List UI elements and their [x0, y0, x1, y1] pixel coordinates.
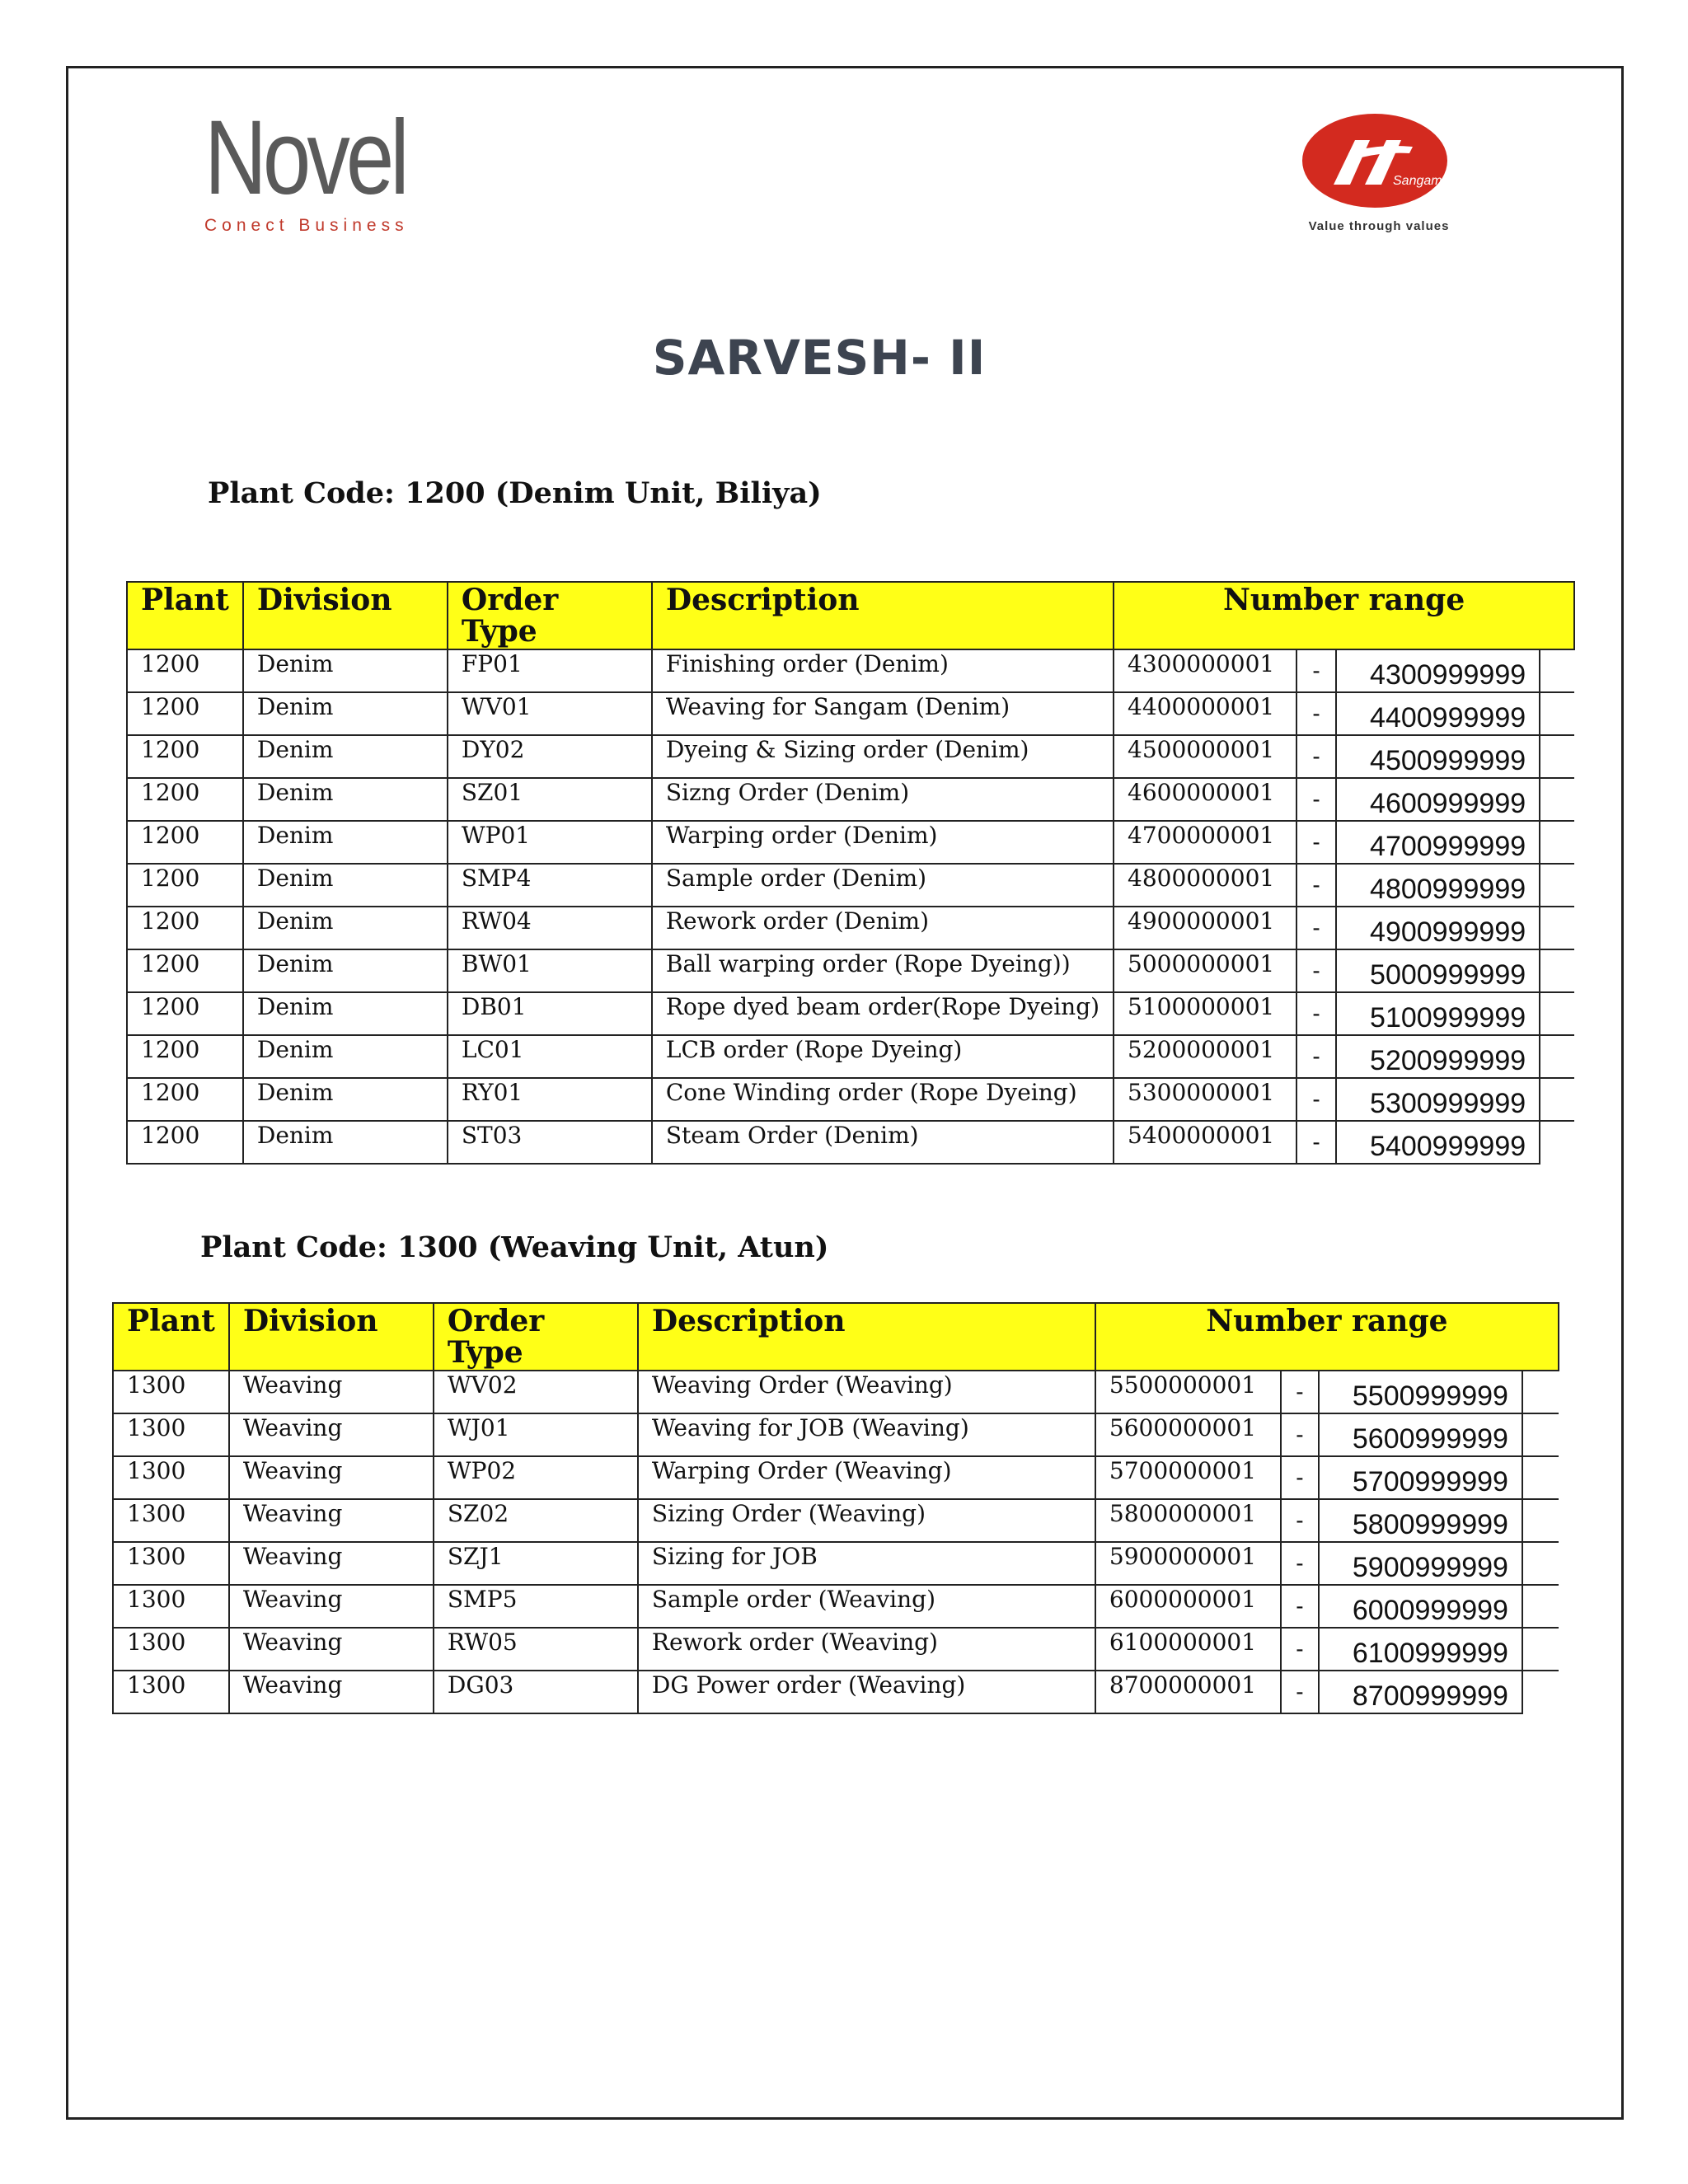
- table-header-row: [113, 1303, 1559, 1371]
- cell-range-dash: -: [1296, 907, 1336, 949]
- cell-order-type: WJ01: [434, 1413, 638, 1456]
- cell-division: Weaving: [229, 1499, 434, 1542]
- table-row: [113, 1628, 1559, 1671]
- cell-range-start: 5400000001: [1114, 1121, 1296, 1164]
- cell-order-type: ST03: [448, 1121, 652, 1164]
- cell-range-dash: -: [1296, 692, 1336, 735]
- header-number-range: Number range: [1114, 582, 1574, 649]
- novel-logo-text: Novel: [204, 99, 406, 217]
- section-heading-1300: Plant Code: 1300 (Weaving Unit, Atun): [200, 1230, 829, 1264]
- cell-range-end: 6000999999: [1319, 1585, 1522, 1628]
- cell-plant: 1300: [113, 1499, 229, 1542]
- section-heading-1200: Plant Code: 1200 (Denim Unit, Biliya): [208, 476, 822, 510]
- cell-description: Sizing Order (Weaving): [638, 1499, 1095, 1542]
- cell-plant: 1300: [113, 1671, 229, 1713]
- cell-range-end: 6100999999: [1319, 1628, 1522, 1671]
- cell-range-dash: -: [1296, 735, 1336, 778]
- cell-division: Denim: [243, 821, 448, 864]
- cell-division: Weaving: [229, 1585, 434, 1628]
- cell-order-type: WP01: [448, 821, 652, 864]
- cell-plant: 1200: [127, 778, 243, 821]
- table-row: [127, 864, 1574, 907]
- cell-description: LCB order (Rope Dyeing): [652, 1035, 1114, 1078]
- cell-range-end: 4700999999: [1336, 821, 1540, 864]
- cell-order-type: WV01: [448, 692, 652, 735]
- cell-range-end: 5400999999: [1336, 1121, 1540, 1164]
- cell-range-end: 5800999999: [1319, 1499, 1522, 1542]
- table-body: [127, 649, 1574, 1164]
- cell-description: Warping Order (Weaving): [638, 1456, 1095, 1499]
- cell-range-start: 4300000001: [1114, 649, 1296, 692]
- cell-description: Cone Winding order (Rope Dyeing): [652, 1078, 1114, 1121]
- cell-division: Weaving: [229, 1628, 434, 1671]
- header-description: Description: [652, 582, 1114, 649]
- cell-plant: 1200: [127, 735, 243, 778]
- cell-description: Rework order (Weaving): [638, 1628, 1095, 1671]
- table-row: [127, 1078, 1574, 1121]
- table-row: [127, 692, 1574, 735]
- cell-range-end: 4300999999: [1336, 649, 1540, 692]
- cell-order-type: SMP5: [434, 1585, 638, 1628]
- cell-division: Denim: [243, 992, 448, 1035]
- header-description: Description: [638, 1303, 1095, 1371]
- cell-division: Denim: [243, 735, 448, 778]
- cell-description: Weaving Order (Weaving): [638, 1371, 1095, 1413]
- cell-spacer: [1522, 1456, 1559, 1499]
- header-plant: Plant: [127, 582, 243, 649]
- cell-plant: 1200: [127, 864, 243, 907]
- cell-description: Weaving for Sangam (Denim): [652, 692, 1114, 735]
- cell-order-type: DG03: [434, 1671, 638, 1713]
- table-row: [127, 649, 1574, 692]
- cell-range-end: 4900999999: [1336, 907, 1540, 949]
- cell-spacer: [1540, 907, 1574, 949]
- cell-range-end: 5200999999: [1336, 1035, 1540, 1078]
- header-order-type: Order Type: [448, 582, 652, 649]
- cell-description: Steam Order (Denim): [652, 1121, 1114, 1164]
- cell-range-start: 5200000001: [1114, 1035, 1296, 1078]
- cell-range-dash: -: [1281, 1671, 1319, 1713]
- cell-range-dash: -: [1296, 864, 1336, 907]
- cell-division: Weaving: [229, 1671, 434, 1713]
- cell-spacer: [1522, 1371, 1559, 1413]
- cell-range-start: 6100000001: [1095, 1628, 1281, 1671]
- cell-range-end: 8700999999: [1319, 1671, 1522, 1713]
- cell-range-dash: -: [1296, 778, 1336, 821]
- cell-plant: 1200: [127, 821, 243, 864]
- cell-plant: 1200: [127, 949, 243, 992]
- cell-division: Weaving: [229, 1371, 434, 1413]
- cell-range-end: 5600999999: [1319, 1413, 1522, 1456]
- cell-range-dash: -: [1281, 1413, 1319, 1456]
- sangam-emblem: [1301, 112, 1449, 209]
- cell-plant: 1300: [113, 1371, 229, 1413]
- order-type-table-1300: [112, 1302, 1559, 1714]
- cell-range-end: 5500999999: [1319, 1371, 1522, 1413]
- table-row: [127, 907, 1574, 949]
- cell-division: Denim: [243, 778, 448, 821]
- table-row: [127, 949, 1574, 992]
- table-row: [113, 1371, 1559, 1413]
- cell-range-start: 4700000001: [1114, 821, 1296, 864]
- cell-description: Weaving for JOB (Weaving): [638, 1413, 1095, 1456]
- cell-range-start: 4500000001: [1114, 735, 1296, 778]
- cell-division: Weaving: [229, 1456, 434, 1499]
- cell-order-type: WP02: [434, 1456, 638, 1499]
- cell-spacer: [1522, 1628, 1559, 1671]
- cell-description: Sizing for JOB: [638, 1542, 1095, 1585]
- cell-spacer: [1540, 692, 1574, 735]
- cell-plant: 1300: [113, 1542, 229, 1585]
- table-row: [113, 1499, 1559, 1542]
- table-row: [127, 821, 1574, 864]
- cell-order-type: LC01: [448, 1035, 652, 1078]
- cell-division: Denim: [243, 864, 448, 907]
- cell-spacer: [1540, 992, 1574, 1035]
- cell-range-dash: -: [1281, 1542, 1319, 1585]
- table-row: [113, 1456, 1559, 1499]
- cell-range-end: 5000999999: [1336, 949, 1540, 992]
- table-row: [113, 1542, 1559, 1585]
- sangam-logo: [1276, 109, 1482, 241]
- cell-range-dash: -: [1296, 821, 1336, 864]
- header-division: Division: [243, 582, 448, 649]
- cell-range-start: 5700000001: [1095, 1456, 1281, 1499]
- cell-range-end: 5900999999: [1319, 1542, 1522, 1585]
- cell-range-start: 5800000001: [1095, 1499, 1281, 1542]
- cell-range-start: 5300000001: [1114, 1078, 1296, 1121]
- cell-plant: 1200: [127, 992, 243, 1035]
- table-row: [127, 778, 1574, 821]
- document-title: SARVESH- II: [652, 330, 987, 386]
- cell-order-type: FP01: [448, 649, 652, 692]
- cell-range-start: 4900000001: [1114, 907, 1296, 949]
- cell-spacer: [1540, 778, 1574, 821]
- cell-division: Denim: [243, 692, 448, 735]
- cell-range-start: 8700000001: [1095, 1671, 1281, 1713]
- cell-description: DG Power order (Weaving): [638, 1671, 1095, 1713]
- cell-description: Rope dyed beam order(Rope Dyeing): [652, 992, 1114, 1035]
- cell-spacer: [1540, 949, 1574, 992]
- cell-plant: 1200: [127, 692, 243, 735]
- cell-spacer: [1540, 735, 1574, 778]
- cell-range-dash: -: [1296, 1078, 1336, 1121]
- novel-logo-tagline: Conect Business: [204, 216, 409, 235]
- cell-description: Sample order (Denim): [652, 864, 1114, 907]
- table-row: [113, 1413, 1559, 1456]
- cell-range-end: 4800999999: [1336, 864, 1540, 907]
- cell-range-start: 4800000001: [1114, 864, 1296, 907]
- cell-spacer: [1540, 821, 1574, 864]
- cell-range-dash: -: [1281, 1628, 1319, 1671]
- cell-order-type: DY02: [448, 735, 652, 778]
- cell-range-dash: -: [1296, 949, 1336, 992]
- cell-range-dash: -: [1281, 1499, 1319, 1542]
- table-row: [127, 1121, 1574, 1164]
- cell-range-dash: -: [1296, 1035, 1336, 1078]
- cell-division: Weaving: [229, 1413, 434, 1456]
- cell-division: Denim: [243, 649, 448, 692]
- cell-spacer: [1540, 649, 1574, 692]
- cell-spacer: [1522, 1499, 1559, 1542]
- cell-range-dash: -: [1281, 1456, 1319, 1499]
- cell-range-start: 5000000001: [1114, 949, 1296, 992]
- cell-range-dash: -: [1296, 1121, 1336, 1164]
- cell-range-dash: -: [1281, 1371, 1319, 1413]
- sangam-logo-text: Sangam: [1393, 174, 1442, 188]
- cell-order-type: SMP4: [448, 864, 652, 907]
- cell-range-start: 5600000001: [1095, 1413, 1281, 1456]
- cell-spacer: [1540, 1078, 1574, 1121]
- cell-range-end: 5100999999: [1336, 992, 1540, 1035]
- table-body: [113, 1371, 1559, 1713]
- cell-description: Finishing order (Denim): [652, 649, 1114, 692]
- cell-description: Sizng Order (Denim): [652, 778, 1114, 821]
- cell-order-type: SZ02: [434, 1499, 638, 1542]
- cell-division: Denim: [243, 907, 448, 949]
- cell-range-end: 5700999999: [1319, 1456, 1522, 1499]
- cell-order-type: RY01: [448, 1078, 652, 1121]
- cell-plant: 1200: [127, 1121, 243, 1164]
- cell-description: Sample order (Weaving): [638, 1585, 1095, 1628]
- cell-range-start: 5500000001: [1095, 1371, 1281, 1413]
- cell-order-type: SZJ1: [434, 1542, 638, 1585]
- cell-order-type: RW04: [448, 907, 652, 949]
- cell-range-end: 4400999999: [1336, 692, 1540, 735]
- cell-description: Dyeing & Sizing order (Denim): [652, 735, 1114, 778]
- table-row: [113, 1585, 1559, 1628]
- cell-description: Warping order (Denim): [652, 821, 1114, 864]
- cell-range-dash: -: [1296, 992, 1336, 1035]
- cell-order-type: WV02: [434, 1371, 638, 1413]
- novel-logo: [204, 99, 449, 236]
- table-row: [113, 1671, 1559, 1713]
- table-header-row: [127, 582, 1574, 649]
- cell-division: Denim: [243, 949, 448, 992]
- cell-order-type: RW05: [434, 1628, 638, 1671]
- cell-order-type: SZ01: [448, 778, 652, 821]
- cell-plant: 1300: [113, 1585, 229, 1628]
- cell-plant: 1300: [113, 1628, 229, 1671]
- cell-description: Ball warping order (Rope Dyeing)): [652, 949, 1114, 992]
- cell-range-start: 6000000001: [1095, 1585, 1281, 1628]
- cell-spacer: [1522, 1542, 1559, 1585]
- table-row: [127, 735, 1574, 778]
- cell-spacer: [1522, 1413, 1559, 1456]
- cell-plant: 1200: [127, 1035, 243, 1078]
- cell-range-start: 4400000001: [1114, 692, 1296, 735]
- cell-plant: 1200: [127, 649, 243, 692]
- table-row: [127, 1035, 1574, 1078]
- header-number-range: Number range: [1095, 1303, 1559, 1371]
- sangam-logo-tagline: Value through values: [1308, 219, 1450, 233]
- cell-range-start: 4600000001: [1114, 778, 1296, 821]
- cell-plant: 1200: [127, 1078, 243, 1121]
- cell-range-end: 4500999999: [1336, 735, 1540, 778]
- cell-division: Denim: [243, 1121, 448, 1164]
- cell-range-end: 5300999999: [1336, 1078, 1540, 1121]
- table-row: [127, 992, 1574, 1035]
- cell-range-dash: -: [1296, 649, 1336, 692]
- cell-spacer: [1540, 1035, 1574, 1078]
- cell-spacer: [1540, 1121, 1574, 1164]
- header-plant: Plant: [113, 1303, 229, 1371]
- cell-order-type: BW01: [448, 949, 652, 992]
- cell-range-end: 4600999999: [1336, 778, 1540, 821]
- header-order-type: Order Type: [434, 1303, 638, 1371]
- cell-range-start: 5900000001: [1095, 1542, 1281, 1585]
- cell-order-type: DB01: [448, 992, 652, 1035]
- cell-spacer: [1522, 1585, 1559, 1628]
- cell-division: Denim: [243, 1078, 448, 1121]
- cell-description: Rework order (Denim): [652, 907, 1114, 949]
- cell-plant: 1300: [113, 1456, 229, 1499]
- cell-spacer: [1522, 1671, 1559, 1713]
- cell-spacer: [1540, 864, 1574, 907]
- cell-range-dash: -: [1281, 1585, 1319, 1628]
- order-type-table-1200: [126, 581, 1575, 1165]
- cell-division: Denim: [243, 1035, 448, 1078]
- cell-range-start: 5100000001: [1114, 992, 1296, 1035]
- cell-plant: 1200: [127, 907, 243, 949]
- header-division: Division: [229, 1303, 434, 1371]
- cell-division: Weaving: [229, 1542, 434, 1585]
- cell-plant: 1300: [113, 1413, 229, 1456]
